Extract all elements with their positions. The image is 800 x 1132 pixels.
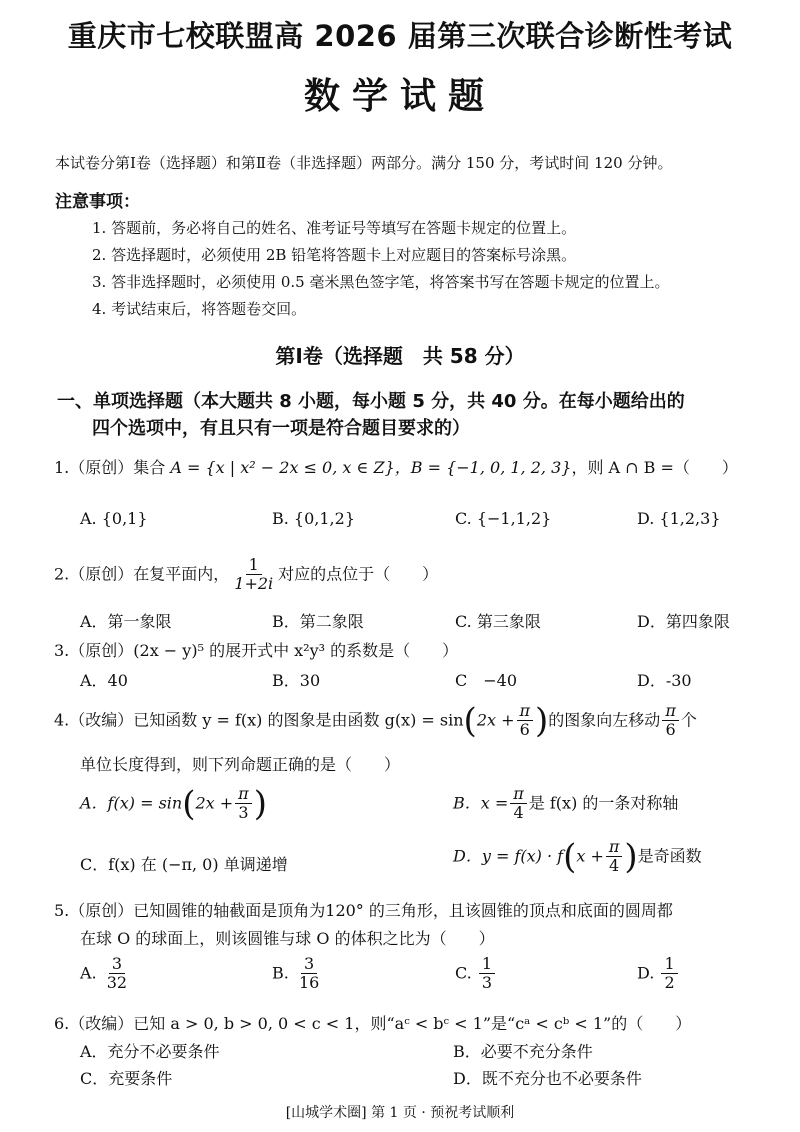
q2-suffix: 对应的点位于（ ） [278, 564, 439, 584]
q6-option-a: A．充分不必要条件 [80, 1042, 220, 1061]
question-6: 6.（改编）已知 a > 0, b > 0, 0 < c < 1，则“aᶜ < bᶜ < 1”是“cᵃ < cᵇ < 1”的（ ） [54, 1014, 692, 1033]
q1-option-d: D. {1,2,3} [637, 509, 721, 528]
note-item: 2. 答选择题时，必须使用 2B 铅笔将答题卡上对应题目的答案标号涂黑。 [92, 246, 577, 264]
q2-option-a: A．第一象限 [80, 612, 172, 631]
part-heading: 第Ⅰ卷（选择题 共 58 分） [275, 344, 525, 368]
q6-option-d: D．既不充分也不必要条件 [453, 1069, 642, 1088]
q1-set-b: ，B = {−1, 0, 1, 2, 3} [394, 458, 572, 477]
q4-pi-over-6: $\frac{\pi}{6}$ [517, 702, 534, 740]
q2-fraction: $\frac{1}{1+2i}$ [234, 555, 274, 594]
q4-option-d: D．y = f(x) · f(x + $\frac{\pi}{4}$ )是奇函数 [453, 836, 702, 877]
q4-prefix: 4.（改编）已知函数 y = f(x) 的图象是由函数 g(x) = sin [54, 710, 464, 730]
q6-option-b: B．必要不充分条件 [453, 1042, 593, 1061]
question-4-cont: 单位长度得到，则下列命题正确的是（ ） [80, 755, 401, 774]
q2-option-d: D．第四象限 [637, 612, 730, 631]
page-footer: [山城学术圈] 第 1 页 · 预祝考试顺利 [285, 1105, 515, 1121]
question-4: 4.（改编）已知函数 y = f(x) 的图象是由函数 g(x) = sin(2x + $\frac{\pi}{6}$ )的图象向左移动 $\frac{\pi}{6}$ 个 [54, 700, 697, 741]
question-5-cont: 在球 O 的球面上，则该圆锥与球 O 的体积之比为（ ） [80, 929, 495, 948]
q2-option-b: B．第二象限 [272, 612, 364, 631]
q1-prefix: 1.（原创）集合 [54, 458, 171, 477]
q5-option-a: A. $\frac{3}{32}$ [80, 954, 128, 993]
exam-title: 重庆市七校联盟高 2026 届第三次联合诊断性考试 [67, 19, 733, 53]
q3-option-d: D．-30 [637, 671, 692, 690]
q1-set-a: A = {x | x² − 2x ≤ 0, x ∈ Z} [170, 458, 395, 477]
q3-option-c: C −40 [455, 671, 518, 690]
exam-subject: 数学试题 [303, 76, 496, 117]
note-item: 3. 答非选择题时，必须使用 0.5 毫米黑色签字笔，将答案书写在答题卡规定的位置上。 [92, 273, 670, 291]
section-heading-cont: 四个选项中，有且只有一项是符合题目要求的） [92, 418, 470, 439]
q4-option-a: A．f(x) = sin(2x + $\frac{\pi}{3}$ ) [80, 783, 267, 824]
q5-option-b: B. $\frac{3}{16}$ [272, 954, 320, 993]
section-heading: 一、单项选择题（本大题共 8 小题，每小题 5 分，共 40 分。在每小题给出的 [57, 391, 685, 412]
q5-option-d: D. $\frac{1}{2}$ [637, 955, 680, 993]
notes-heading: 注意事项： [55, 192, 140, 212]
q4-option-c: C．f(x) 在 (−π, 0) 单调递增 [80, 855, 288, 874]
q2-prefix: 2.（原创）在复平面内， [54, 564, 230, 584]
question-3: 3.（原创）(2x − y)⁵ 的展开式中 x²y³ 的系数是（ ） [54, 641, 459, 660]
q6-option-c: C．充要条件 [80, 1069, 173, 1088]
q4-shift-fraction: $\frac{\pi}{6}$ [662, 702, 679, 740]
question-5: 5.（原创）已知圆锥的轴截面是顶角为120° 的三角形，且该圆锥的顶点和底面的圆周都 [54, 901, 673, 920]
q2-option-c: C. 第三象限 [455, 612, 541, 631]
exam-intro: 本试卷分第Ⅰ卷（选择题）和第Ⅱ卷（非选择题）两部分。满分 150 分，考试时间 120 分钟。 [55, 154, 673, 172]
q1-option-c: C. {−1,1,2} [455, 509, 552, 528]
q1-option-b: B. {0,1,2} [272, 509, 355, 528]
question-1 [54, 455, 738, 478]
q1-suffix: ，则 A ∩ B =（ ） [571, 458, 738, 477]
q3-option-a: A．40 [80, 671, 128, 690]
question-2 [54, 556, 438, 594]
note-item: 1. 答题前，务必将自己的姓名、准考证号等填写在答题卡规定的位置上。 [92, 219, 577, 237]
q1-option-a: A. {0,1} [80, 509, 148, 528]
note-item: 4. 考试结束后，将答题卷交回。 [92, 300, 307, 318]
q5-option-c: C. $\frac{1}{3}$ [455, 955, 497, 993]
q4-option-b: B．x = $\frac{\pi}{4}$ 是 f(x) 的一条对称轴 [453, 784, 679, 823]
q3-option-b: B．30 [272, 671, 321, 690]
